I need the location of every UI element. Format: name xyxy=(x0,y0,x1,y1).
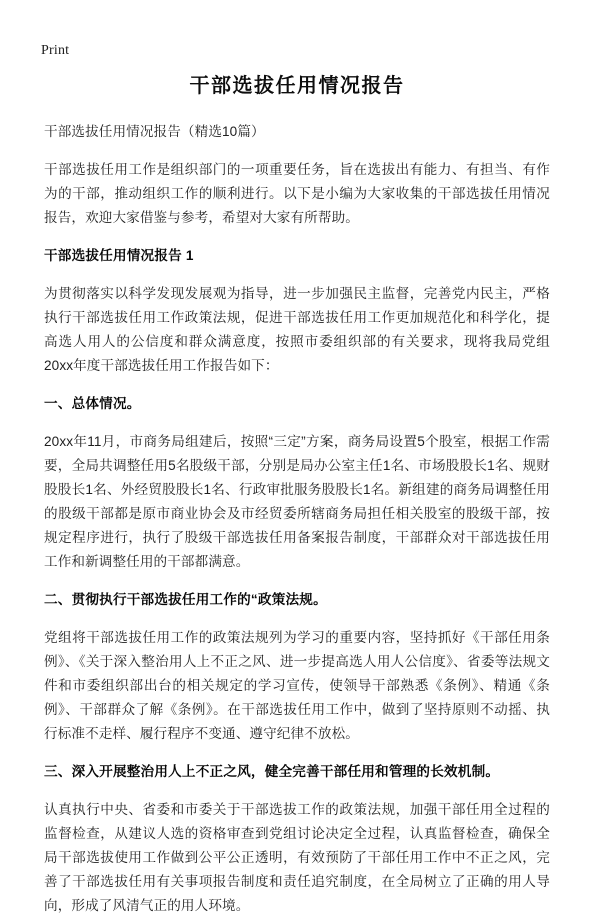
document-blocks xyxy=(44,120,550,918)
document-body xyxy=(44,72,550,918)
body-paragraph: 干部选拔任用工作是组织部门的一项重要任务，旨在选拔出有能力、有担当、有作为的干部，推动组织工作的顺利进行。以下是小编为大家收集的干部选拔任用情况报告，欢迎大家借鉴与参考，希望对大家有所帮助。 xyxy=(44,162,550,225)
body-paragraph: 为贯彻落实以科学发现发展观为指导，进一步加强民主监督，完善党内民主，严格执行干部选拔任用工作政策法规，促进干部选拔任用工作更加规范化和科学化，提高选人用人的公信度和群众满意度，按照市委组织部的有关要求，现将我局党组20xx年度干部选拔任用工作报告如下： xyxy=(44,286,550,373)
print-label[interactable]: Print xyxy=(41,43,70,58)
page-title: 干部选拔任用情况报告 xyxy=(189,75,405,97)
body-paragraph: 党组将干部选拔任用工作的政策法规列为学习的重要内容，坚持抓好《干部任用条例》、《关于深入整治用人上不正之风、进一步提高选人用人公信度》、省委等法规文件和市委组织部出台的相关规定的学习宣传，使领导干部熟悉《条例》、精通《条例》、干部群众了解《条例》。在干部选拔任用工作中，做到了坚持原则不动摇、执行标准不走样、履行程序不变通、遵守纪律不放松。 xyxy=(44,630,550,741)
body-paragraph: 20xx年11月，市商务局组建后，按照“三定”方案，商务局设置5个股室，根据工作需要，全局共调整任用5名股级干部，分别是局办公室主任1名、市场股股长1名、规财股股长1名、外经贸股股长1名、行政审批服务股股长1名。新组建的商务局调整任用的股级干部都是原市商业协会及市经贸委所辖商务局担任相关股室的股级干部，按规定程序进行，执行了股级干部选拔任用备案报告制度，干部群众对干部选拔任用工作和新调整任用的干部都满意。 xyxy=(44,434,550,569)
section-heading: 一、总体情况。 xyxy=(44,396,141,411)
section-heading: 二、贯彻执行干部选拔任用工作的“政策法规。 xyxy=(44,592,327,607)
document-subtitle: 干部选拔任用情况报告（精选10篇） xyxy=(44,124,265,139)
body-paragraph: 认真执行中央、省委和市委关于干部选拔工作的政策法规，加强干部任用全过程的监督检查，从建议人选的资格审查到党组讨论决定全过程，认真监督检查，确保全局干部选拔使用工作做到公平公正透明，有效预防了干部任用工作中不正之风，完善了干部选拔任用有关事项报告制度和责任追究制度，在全局树立了正确的用人导向，形成了风清气正的用人环境。 xyxy=(44,802,550,913)
section-heading: 干部选拔任用情况报告 1 xyxy=(44,248,194,263)
section-heading: 三、深入开展整治用人上不正之风，健全完善干部任用和管理的长效机制。 xyxy=(44,764,500,779)
